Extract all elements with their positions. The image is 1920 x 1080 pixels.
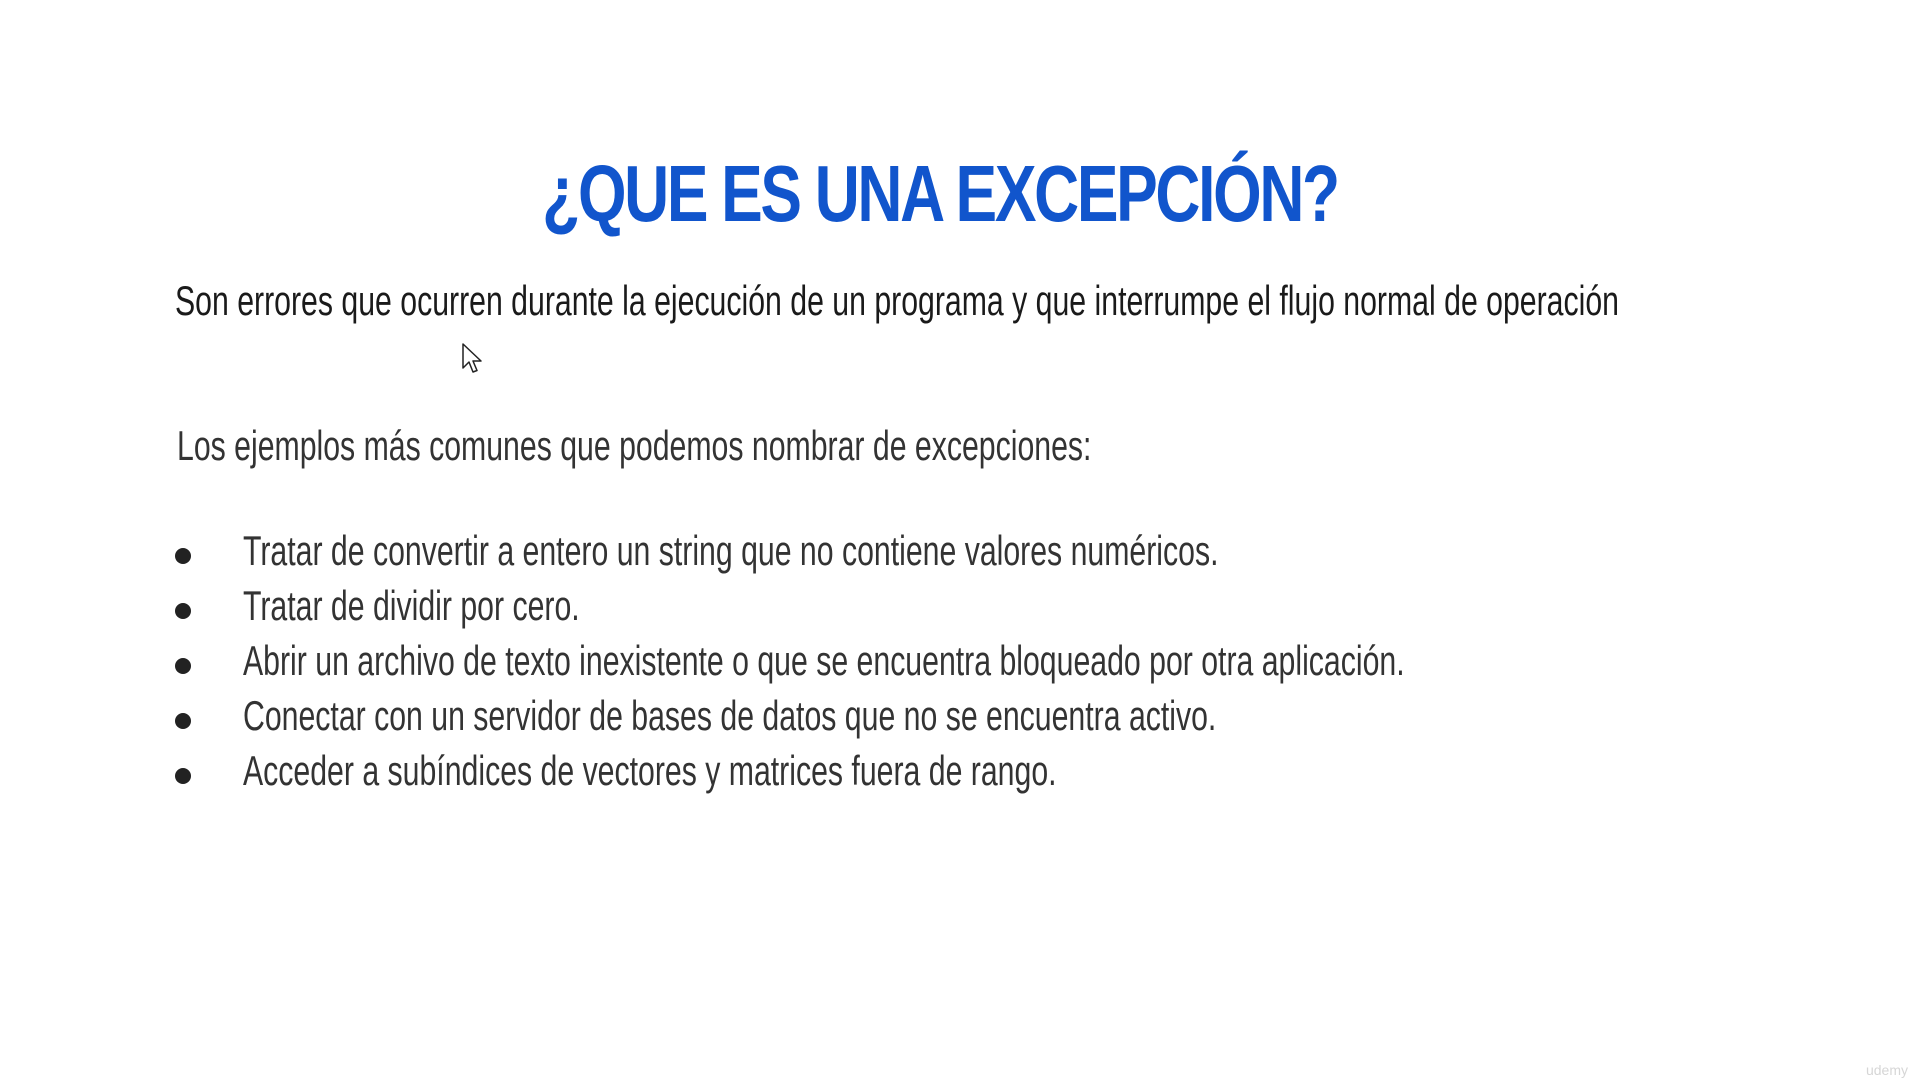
bullet-dot-icon xyxy=(175,768,191,784)
slide-title: ¿QUE ES UNA EXCEPCIÓN? xyxy=(542,148,1338,238)
list-item-text: Conectar con un servidor de bases de datos que no se encuentra activo. xyxy=(243,692,1217,739)
bullet-dot-icon xyxy=(175,658,191,674)
bullet-dot-icon xyxy=(175,713,191,729)
watermark-logo: udemy xyxy=(1865,1062,1908,1078)
list-item-text: Acceder a subíndices de vectores y matrices fuera de rango. xyxy=(243,747,1057,794)
list-item-text: Tratar de convertir a entero un string que no contiene valores numéricos. xyxy=(243,527,1219,574)
definition-text: Son errores que ocurren durante la ejecución de un programa y que interrumpe el flujo normal de operación xyxy=(175,277,1619,324)
list-item-text: Abrir un archivo de texto inexistente o que se encuentra bloqueado por otra aplicación. xyxy=(243,637,1405,684)
examples-intro: Los ejemplos más comunes que podemos nombrar de excepciones: xyxy=(177,422,1092,469)
bullet-dot-icon xyxy=(175,603,191,619)
list-item-text: Tratar de dividir por cero. xyxy=(243,582,580,629)
bullet-dot-icon xyxy=(175,548,191,564)
mouse-pointer-icon xyxy=(462,343,484,375)
